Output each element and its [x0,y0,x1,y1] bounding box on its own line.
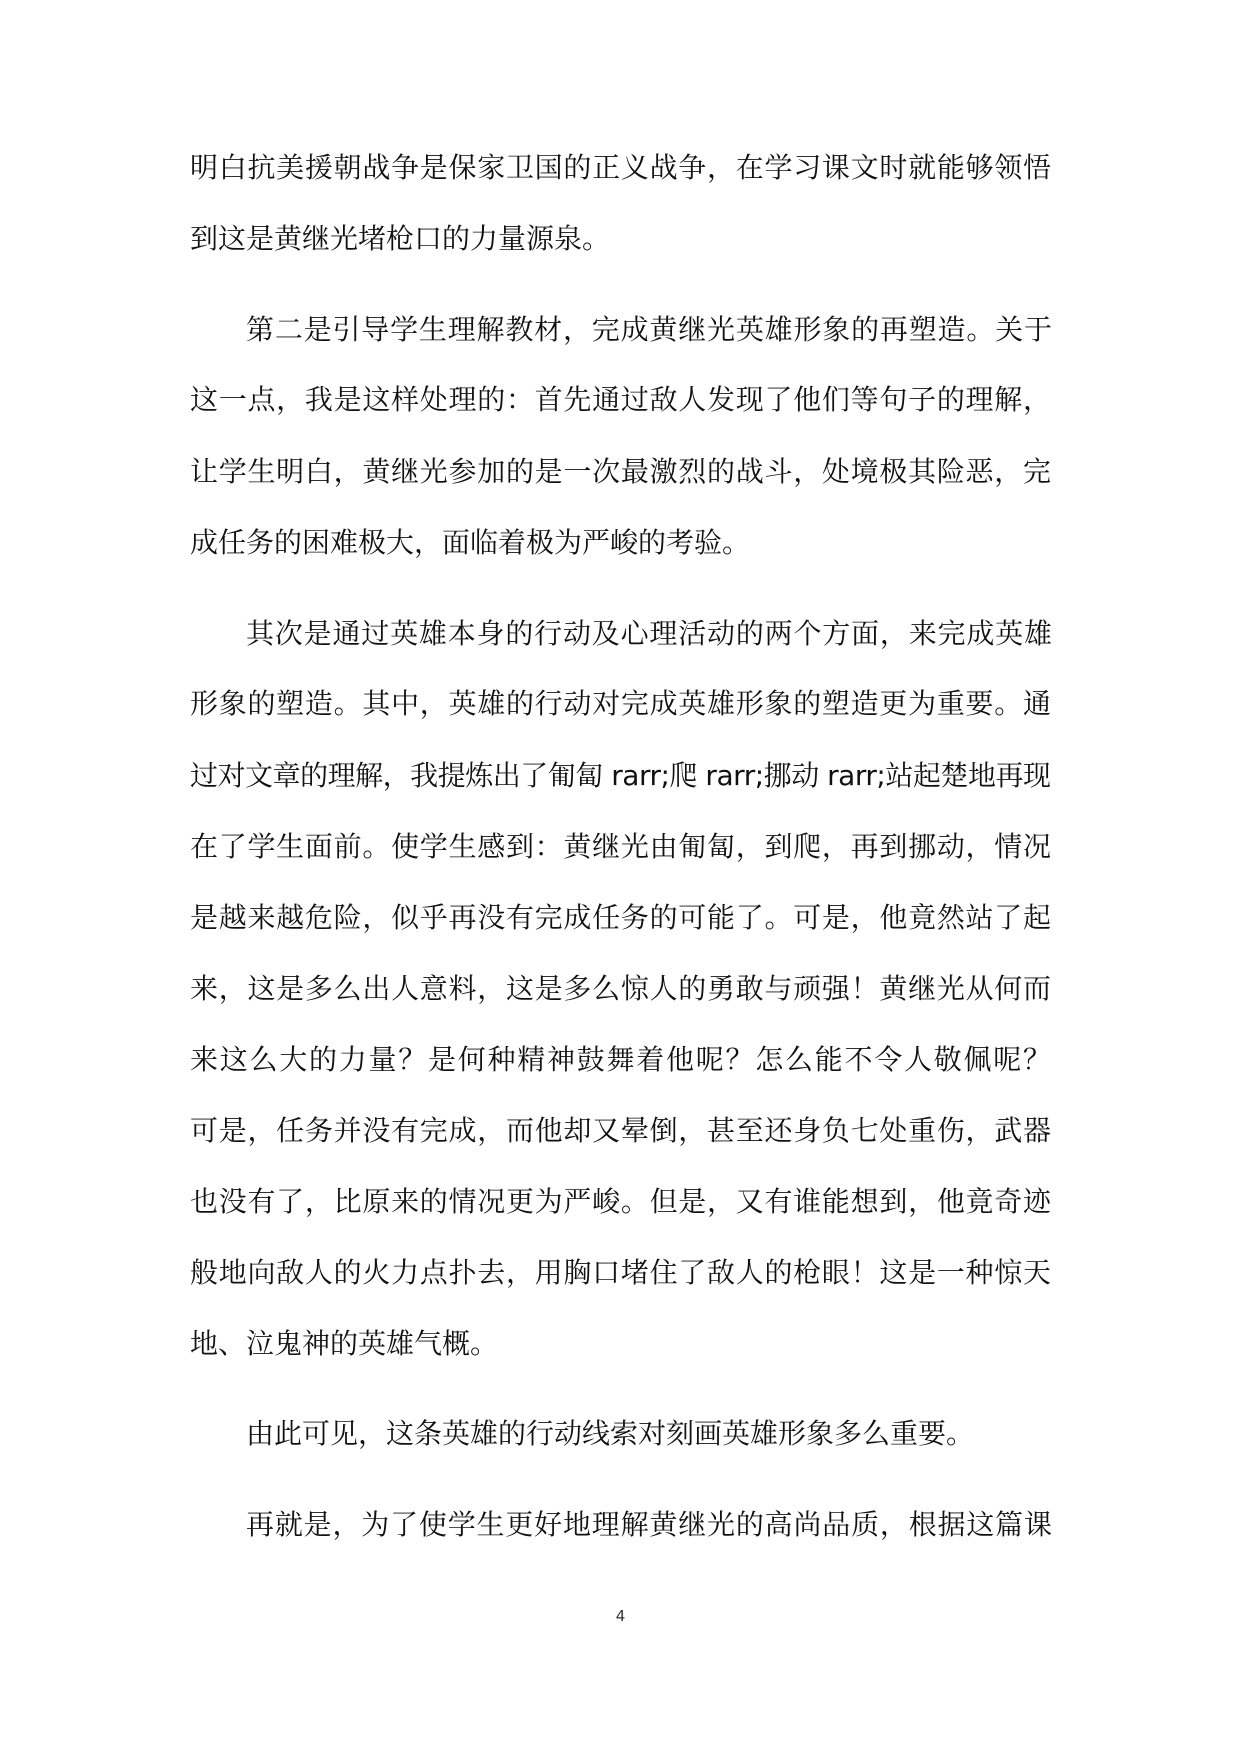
text-line-15: 也没有了，比原来的情况更为严峻。但是，又有谁能想到，他竟奇迹 [190,1185,1052,1218]
text-line-18: 由此可见，这条英雄的行动线索对刻画英雄形象多么重要。 [246,1417,975,1450]
text-line-13: 来这么大的力量？是何种精神鼓舞着他呢？怎么能不令人敬佩呢？ [190,1043,1053,1076]
page-number: 4 [615,1607,626,1625]
text-line-19: 再就是，为了使学生更好地理解黄继光的高尚品质，根据这篇课 [246,1508,1053,1541]
text-line-2: 到这是黄继光堵枪口的力量源泉。 [190,222,611,255]
text-line-9: 过对文章的理解，我提炼出了匍匐 rarr;爬 rarr;挪动 rarr;站起楚地再现 [190,759,1051,792]
text-line-12: 来，这是多么出人意料，这是多么惊人的勇敢与顽强！黄继光从何而 [190,972,1052,1005]
text-line-10: 在了学生面前。使学生感到：黄继光由匍匐，到爬，再到挪动，情况 [190,830,1052,863]
text-line-7: 其次是通过英雄本身的行动及心理活动的两个方面，来完成英雄 [246,617,1053,650]
text-line-11: 是越来越危险，似乎再没有完成任务的可能了。可是，他竟然站了起 [190,901,1052,934]
text-line-5: 让学生明白，黄继光参加的是一次最激烈的战斗，处境极其险恶，完 [190,455,1052,488]
text-line-3: 第二是引导学生理解教材，完成黄继光英雄形象的再塑造。关于 [246,313,1053,346]
text-line-1: 明白抗美援朝战争是保家卫国的正义战争，在学习课文时就能够领悟 [190,151,1052,184]
text-line-16: 般地向敌人的火力点扑去，用胸口堵住了敌人的枪眼！这是一种惊天 [190,1256,1052,1289]
text-line-4: 这一点，我是这样处理的：首先通过敌人发现了他们等句子的理解， [190,383,1052,416]
text-line-8: 形象的塑造。其中，英雄的行动对完成英雄形象的塑造更为重要。通 [190,687,1052,720]
text-line-17: 地、泣鬼神的英雄气概。 [190,1327,499,1360]
text-line-14: 可是，任务并没有完成，而他却又晕倒，甚至还身负七处重伤，武器 [190,1114,1052,1147]
text-line-6: 成任务的困难极大，面临着极为严峻的考验。 [190,526,751,559]
